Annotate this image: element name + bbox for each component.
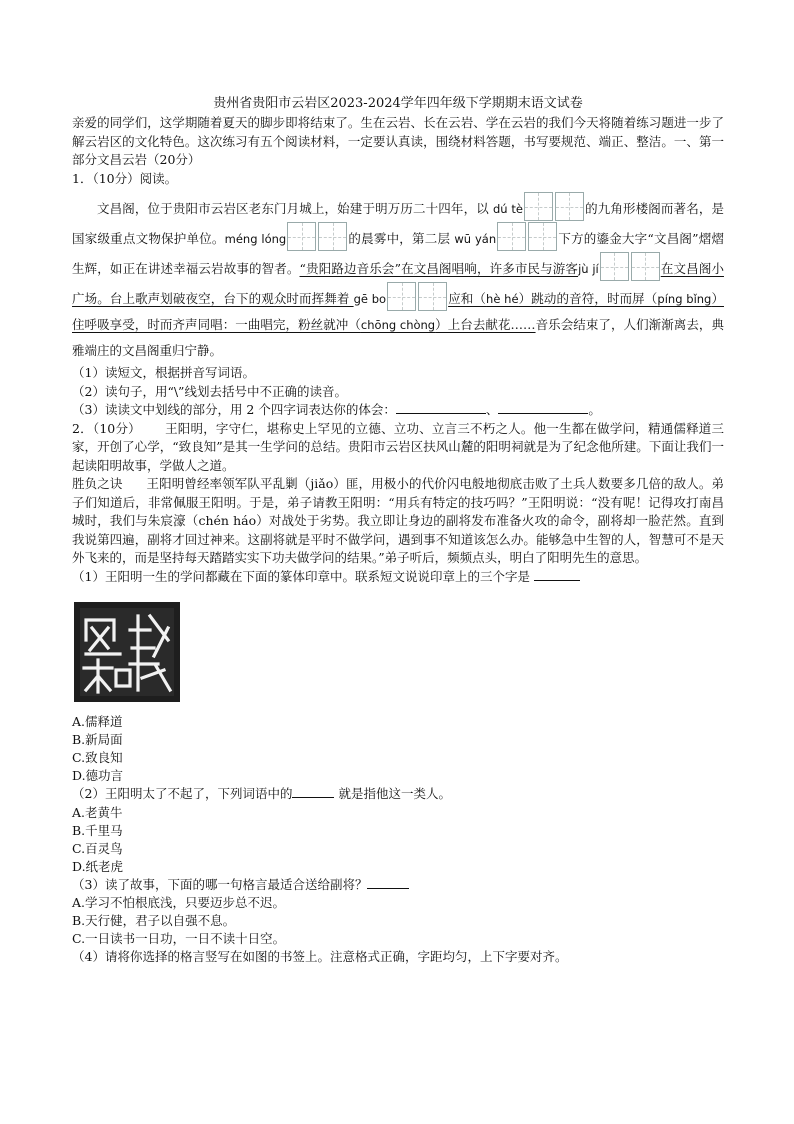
answer-box[interactable] — [497, 222, 526, 251]
answer-blank[interactable] — [498, 401, 588, 414]
exam-title: 贵州省贵阳市云岩区2023-2024学年四年级下学期期末语文试卷 — [213, 96, 583, 111]
pinyin-wuyan: wū yán — [454, 232, 497, 246]
q2-intro: 2．（10分） 王阳明，字守仁，堪称史上罕见的立德、立功、立言三不朽之人。他一生都在做学问，精通儒释道三家，开创了心学，“致良知”是其一生学问的总结。贵阳市云岩区扶风山麓的阳明祠就是为了纪念他所建。下面让我们一起读阳明故事，学做人之道。 — [72, 420, 724, 473]
pinyin-dute: dú tè — [492, 202, 523, 216]
answer-blank[interactable] — [292, 785, 334, 798]
answer-box[interactable] — [631, 252, 660, 281]
q2-sub4: （4）请将你选择的格言竖写在如图的书签上。注意格式正确，字距均匀，上下字要对齐。 — [72, 949, 568, 964]
answer-box[interactable] — [287, 222, 316, 251]
q1-sub3: （3）读读文中划线的部分，用 2 个四字词表达你的体会： 、 。 — [72, 402, 601, 417]
pinyin-menglong: méng lóng — [224, 232, 287, 246]
option[interactable]: D.纸老虎 — [72, 858, 124, 874]
answer-box[interactable] — [600, 252, 629, 281]
q1-passage: 文昌阁，位于贵阳市云岩区老东门月城上，始建于明万历二十四年，以 dú tè 的九角形楼阁而著名，是国家级重点文物保护单位。méng lóng 的晨雾中，第二层 wū yán 下方的鎏金大字“文昌阁”熠熠生辉，如正在讲述幸福云岩故事的智者。“贵阳路边音乐会”在文昌阁唱响，许多市民与游客jù jí 在文昌阁小广场。台上歌声划破夜空，台下的观众时而挥舞着 gē bo 应和（hè hé）跳动的音符，时而屏（píng bǐng）住呼吸享受，时而齐声同唱：一曲唱完，粉丝就冲（chōng chòng）上台去献花……音乐会结束了，人们渐渐离去，典雅端庄的文昌阁重归宁静。 — [72, 192, 724, 364]
q1-sub2: （2）读句子，用“\”线划去括号中不正确的读音。 — [72, 383, 347, 399]
q2-sub1: （1）王阳明一生的学问都藏在下面的篆体印章中。联系短文说说印章上的三个字是 — [72, 568, 724, 587]
answer-box[interactable] — [387, 282, 416, 311]
option[interactable]: B.千里马 — [72, 822, 123, 838]
q2-sub1-options — [72, 713, 724, 785]
option[interactable]: B.天行健，君子以自强不息。 — [72, 913, 236, 928]
q2-sub2-options — [72, 804, 724, 876]
story-title: 胜负之诀 — [72, 476, 123, 491]
q2-story: 胜负之诀 王阳明曾经率领军队平乱剿（jiǎo）匪，用极小的代价闪电般地彻底击败了土兵人数要多几倍的敌人。弟子们知道后，非常佩服王阳明。于是，弟子请教王阳明：“用兵有特定的技巧吗？”王阳明说：“没有呢！记得攻打南昌城时，我们与朱宸濠（chén háo）对战处于劣势。我立即让身边的副将发布准备火攻的命令，副将却一脸茫然。直到我说第四遍，副将才回过神来。这副将就是平时不做学问，遇到事不知道该怎么办。能够急中生智的人，智慧可不是天外飞来的，而是坚持每天踏踏实实下功夫做学问的结果。”弟子听后，频频点头，明白了阳明先生的意思。 — [72, 476, 724, 565]
pinyin-juji: jù jí — [578, 262, 599, 276]
answer-box[interactable] — [555, 192, 584, 221]
answer-blank[interactable] — [367, 876, 409, 889]
seal-stamp-image — [72, 600, 182, 704]
exam-page — [72, 92, 724, 967]
option[interactable]: A.儒释道 — [72, 714, 123, 729]
answer-box[interactable] — [528, 222, 557, 251]
option[interactable]: B.新局面 — [72, 732, 123, 747]
q2-sub3-options — [72, 894, 724, 948]
answer-box[interactable] — [524, 192, 553, 221]
intro-paragraph: 亲爱的同学们，这学期随着夏天的脚步即将结束了。生在云岩、长在云岩、学在云岩的我们今天将随着练习题进一步了解云岩区的文化特色。这次练习有五个阅读材料，一定要认真读，围绕材料答题，书写要规范、端正、整洁。一、第一部分文昌云岩（20分） — [72, 115, 724, 167]
option[interactable]: D.德功言 — [72, 768, 124, 783]
option[interactable]: A.学习不怕根底浅，只要迈步总不迟。 — [72, 895, 286, 910]
option[interactable]: C.一日读书一日功，一日不读十日空。 — [72, 931, 286, 946]
q1-heading: 1．（10分）阅读。 — [72, 170, 178, 186]
option[interactable]: C.致良知 — [72, 750, 123, 765]
option[interactable]: C.百灵鸟 — [72, 840, 123, 856]
answer-blank[interactable] — [534, 568, 580, 581]
answer-box[interactable] — [418, 282, 447, 311]
answer-box[interactable] — [318, 222, 347, 251]
pinyin-gebo: gē bo — [353, 292, 387, 306]
q2-sub3: （3）读了故事，下面的哪一句格言最适合送给副将？ — [72, 876, 724, 895]
underlined-text: “贵阳路边音乐会”在文昌阁唱响，许多市民与游客 — [299, 261, 579, 276]
answer-blank[interactable] — [396, 401, 486, 414]
q2-heading: 2．（10分） — [72, 420, 141, 436]
q1-sub1: （1）读短文，根据拼音写词语。 — [72, 365, 255, 380]
q2-sub2: （2）王阳明太了不起了，下列词语中的 就是指他这一类人。 — [72, 786, 451, 801]
option[interactable]: A.老黄牛 — [72, 804, 123, 820]
